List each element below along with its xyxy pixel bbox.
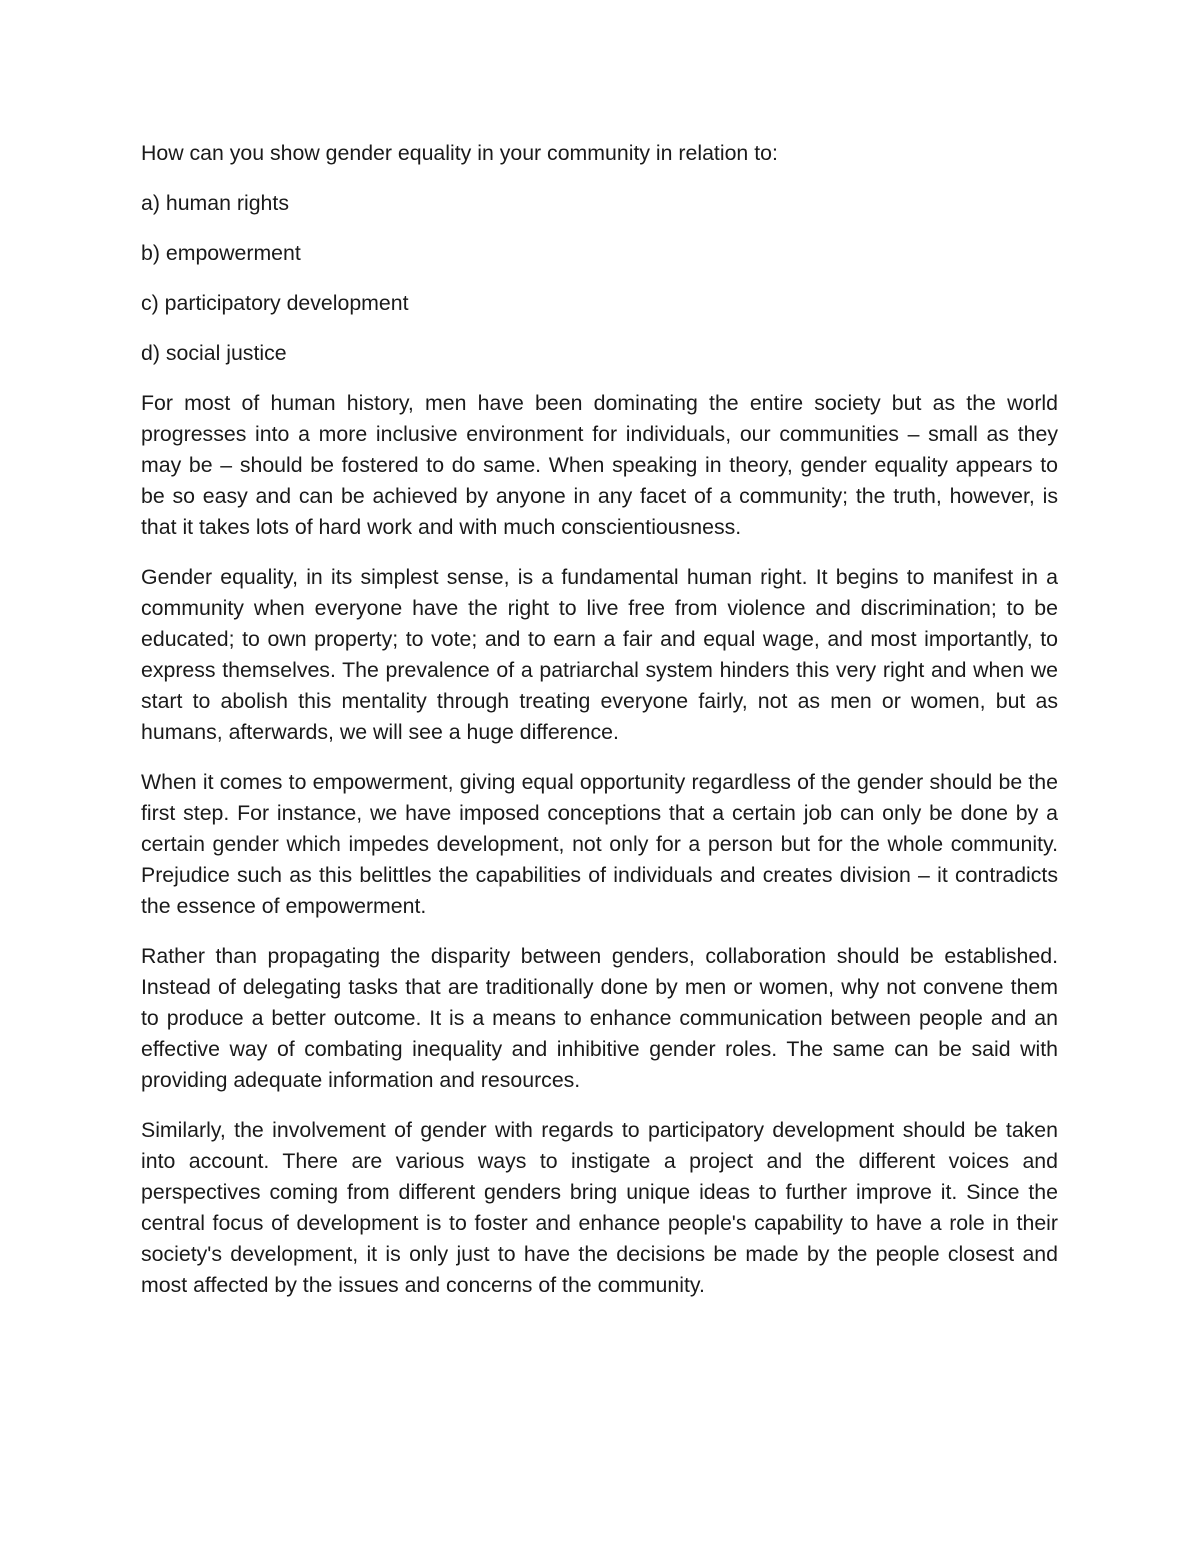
list-item-human-rights: a) human rights bbox=[141, 191, 289, 215]
paragraph-introduction: For most of human history, men have been dominating the entire society but as the world progresses into a more inclusive environment for individuals, our communities – small as they may be – should be fostered to do same. When speaking in theory, gender equality appears to be so easy and can be achieved by anyone in any facet of a community; the truth, however, is that it takes lots of hard work and with much conscientiousness. bbox=[141, 391, 1058, 539]
paragraph-human-rights: Gender equality, in its simplest sense, is a fundamental human right. It begins to manifest in a community when everyone have the right to live free from violence and discrimination; to be educated; to own property; to vote; and to earn a fair and equal wage, and most importantly, to express themselves. The prevalence of a patriarchal system hinders this very right and when we start to abolish this mentality through treating everyone fairly, not as men or women, but as humans, afterwards, we will see a huge difference. bbox=[141, 565, 1058, 744]
paragraph-collaboration: Rather than propagating the disparity between genders, collaboration should be established. Instead of delegating tasks that are traditionally done by men or women, why not convene them to produce a better outcome. It is a means to enhance communication between people and an effective way of combating inequality and inhibitive gender roles. The same can be said with providing adequate information and resources. bbox=[141, 944, 1058, 1092]
list-item-empowerment: b) empowerment bbox=[141, 241, 301, 265]
paragraph-participatory-development: Similarly, the involvement of gender with regards to participatory development should be taken into account. There are various ways to instigate a project and the different voices and perspectives coming from different genders bring unique ideas to further improve it. Since the central focus of development is to foster and enhance people's capability to have a role in their society's development, it is only just to have the decisions be made by the people closest and most affected by the issues and concerns of the community. bbox=[141, 1118, 1058, 1297]
question-heading: How can you show gender equality in your community in relation to: bbox=[141, 141, 778, 165]
paragraph-empowerment: When it comes to empowerment, giving equal opportunity regardless of the gender should be the first step. For instance, we have imposed conceptions that a certain job can only be done by a certain gender which impedes development, not only for a person but for the whole community. Prejudice such as this belittles the capabilities of individuals and creates division – it contradicts the essence of empowerment. bbox=[141, 770, 1058, 918]
document-page bbox=[141, 138, 1058, 1320]
list-item-participatory-development: c) participatory development bbox=[141, 291, 409, 315]
list-item-social-justice: d) social justice bbox=[141, 341, 287, 365]
